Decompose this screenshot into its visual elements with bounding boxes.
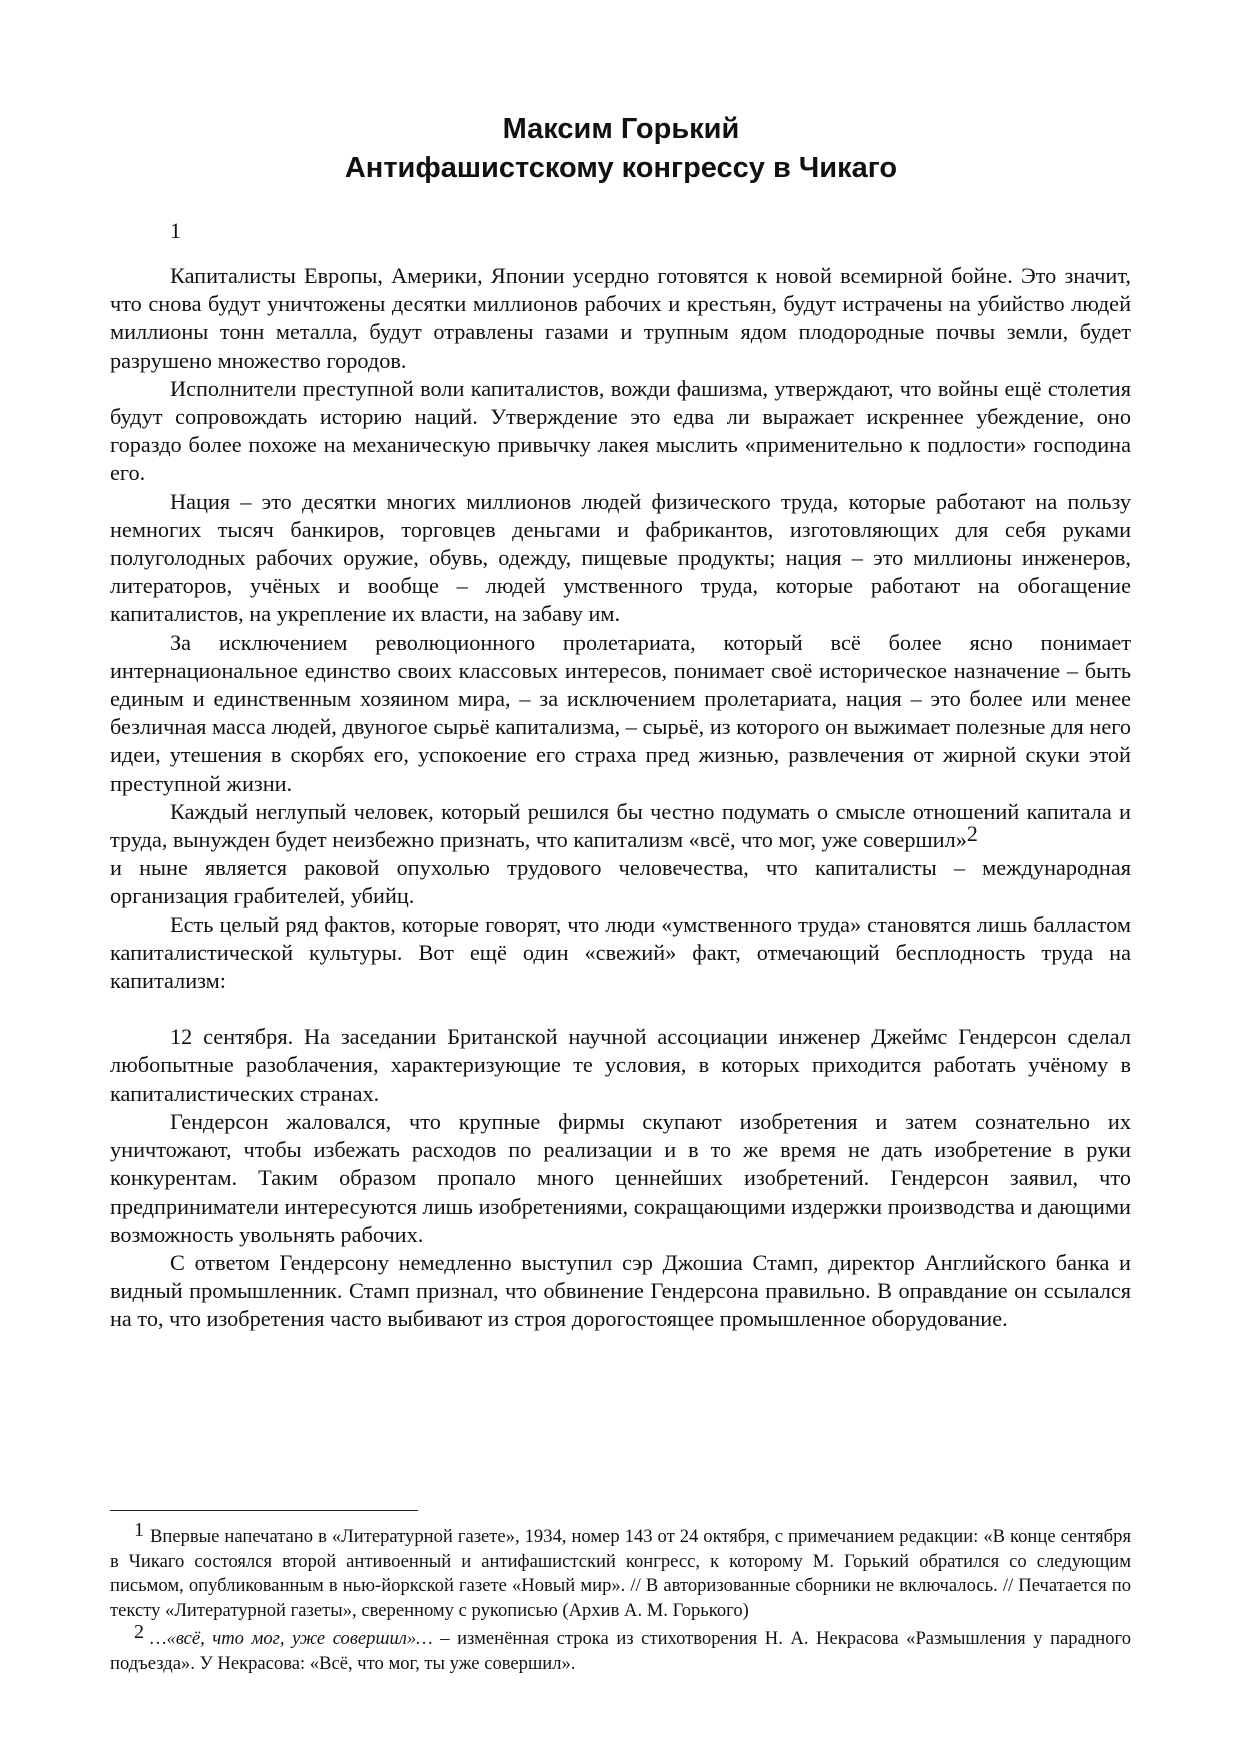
paragraph: За исключением революционного пролетариата, который всё более ясно понимает интернациональное единство своих классовых интересов, понимает своё историческое назначение – быть единым и единственным хозяином мира, – за исключением пролетариата, нация – это более или менее безличная масса людей, двуногое сырьё капитализма, – сырьё, из которого он выжимает полезные для него идеи, утешения в скорбях его, успокоение его страха пред жизнью, развлечения от жирной скуки этой преступной жизни. [110,629,1131,796]
author-name: Максим Горький [502,113,740,145]
footnotes [110,1519,1131,1680]
title-footnote-ref[interactable]: 1 [170,218,181,243]
footnote-ref-2[interactable]: 2 [966,821,978,847]
body-text [110,262,1131,1334]
footnote-divider [110,1510,418,1511]
footnote-2 [110,1621,1131,1676]
footnote-number: 2 [134,1621,144,1643]
title-block [0,110,1242,188]
paragraph: Нация – это десятки многих миллионов людей физического труда, которые работают на пользу немногих тысяч банкиров, торговцев деньгами и фабрикантов, изготовляющих для себя руками полуголодных рабочих оружие, обувь, одежду, пищевые продукты; нация – это миллионы инженеров, литераторов, учёных и вообще – людей умственного труда, которые работают на обогащение капиталистов, на укрепление их власти, на забаву им. [110,488,1131,627]
paragraph: Капиталисты Европы, Америки, Японии усердно готовятся к новой всемирной бойне. Это значит, что снова будут уничтожены десятки миллионов рабочих и крестьян, будут истрачены на убийство людей миллионы тонн металла, будут отравлены газами и трупным ядом плодородные почвы земли, будет разрушено множество городов. [110,263,1131,373]
spacer [110,995,1131,1023]
paragraph: Гендерсон жаловался, что крупные фирмы скупают изобретения и затем сознательно их уничтожают, чтобы избежать расходов по реализации и в то же время не дать изобретение в руки конкурентам. Таким образом пропало много ценнейших изобретений. Гендерсон заявил, что предприниматели интересуются лишь изобретениями, сокращающими издержки производства и дающими возможность увольнять рабочих. [110,1108,1131,1247]
paragraph: С ответом Гендерсону немедленно выступил сэр Джошиа Стамп, директор Английского банка и видный промышленник. Стамп признал, что обвинение Гендерсона правильно. В оправдание он ссылался на то, что изобретения часто выбивают из строя дорогостоящее промышленное оборудование. [110,1249,1131,1332]
footnote-text: – изменённая строка из стихотворения Н. А. Некрасова «Размышления у парадного подъезда». У Некрасова: «Всё, что мог, ты уже совершил». [110,1628,1131,1674]
footnote-number: 1 [134,1519,144,1541]
document-title: Антифашистскому конгрессу в Чикаго [344,152,898,184]
footnote-1 [110,1519,1131,1623]
footnote-text: Впервые напечатано в «Литературной газете», 1934, номер 143 от 24 октября, с примечанием редакции: «В конце сентября в Чикаго состоялся второй антивоенный и антифашистский конгресс, к которому М. Горький обратился со следующим письмом, опубликованным в нью-йоркской газете «Новый мир». // В авторизованные сборники не включалось. // Печатается по тексту «Литературной газеты», сверенному с рукописью (Архив А. М. Горького) [110,1526,1131,1621]
paragraph [110,798,1131,854]
paragraph-text: Каждый неглупый человек, который решился бы честно подумать о смысле отношений капитала и труда, вынужден будет неизбежно признать, что капитализм «всё, что мог, уже совершил» [110,798,1131,853]
paragraph: и ныне является раковой опухолью трудового человечества, что капиталисты – международная организация грабителей, убийц. [110,855,1131,909]
paragraph: Есть целый ряд фактов, которые говорят, что люди «умственного труда» становятся лишь балластом капиталистической культуры. Вот ещё один «свежий» факт, отмечающий бесплодность труда на капитализм: [110,911,1131,994]
paragraph: Исполнители преступной воли капиталистов, вожди фашизма, утверждают, что войны ещё столетия будут сопровождать историю наций. Утверждение это едва ли выражает искреннее убеждение, оно гораздо более похоже на механическую привычку лакея мыслить «применительно к подлости» господина его. [110,375,1131,486]
paragraph: 12 сентября. На заседании Британской научной ассоциации инженер Джеймс Гендерсон сделал любопытные разоблачения, характеризующие те условия, в которых приходится работать учёному в капиталистических странах. [110,1024,1131,1106]
footnote-quote: …«всё, что мог, уже совершил»… [150,1628,433,1649]
